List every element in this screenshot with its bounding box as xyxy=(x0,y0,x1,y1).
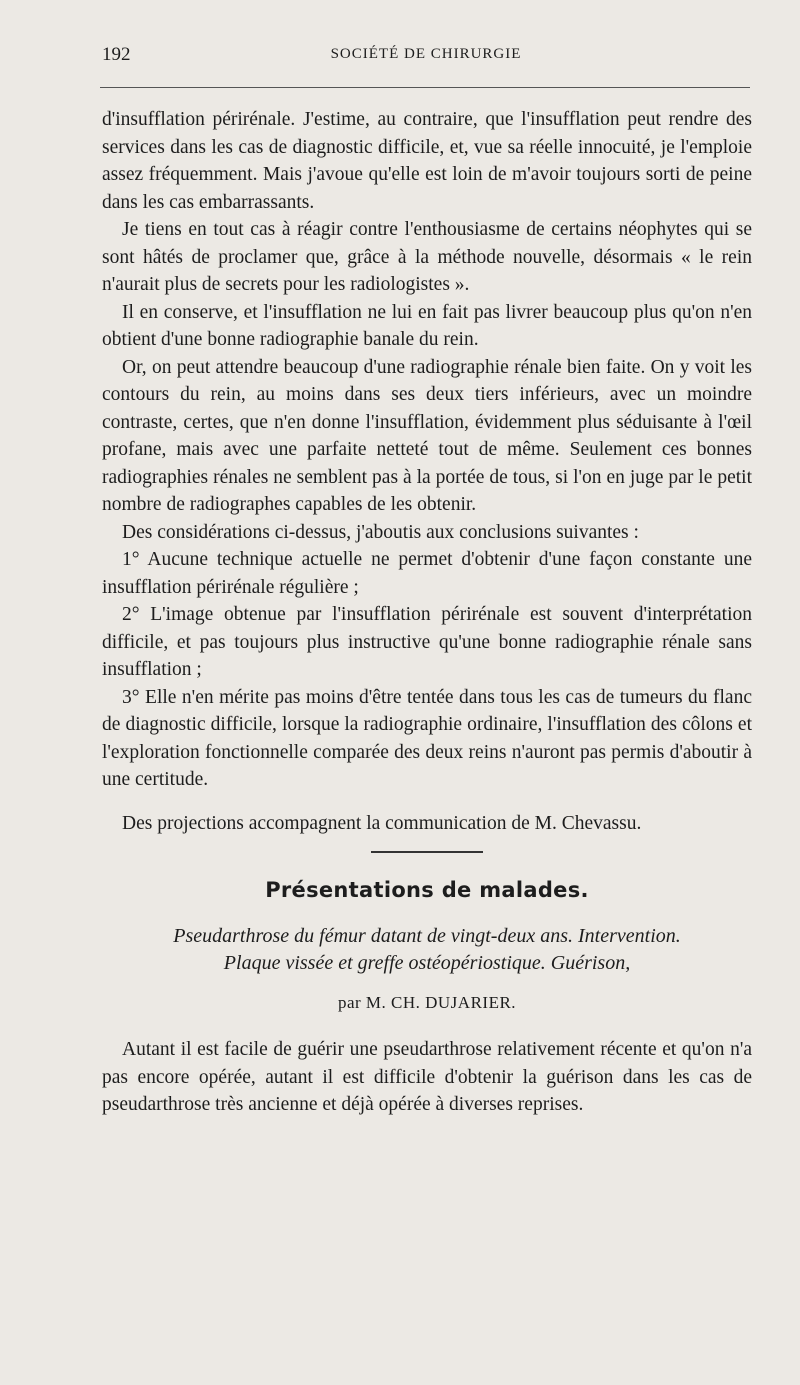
article-title-line: Pseudarthrose du fémur datant de vingt-deux ans. Intervention. xyxy=(173,924,681,947)
paragraph: Autant il est facile de guérir une pseudarthrose relativement récente et qu'on n'a pas encore opérée, autant il est difficile d'obtenir la guérison dans les cas de pseudarthrose très ancienne et déjà opérée à diverses reprises. xyxy=(102,1039,752,1115)
section-title: Présentations de malades. xyxy=(265,878,589,902)
document-body xyxy=(102,106,752,1119)
page-header xyxy=(102,44,750,74)
running-head: SOCIÉTÉ DE CHIRURGIE xyxy=(330,46,522,62)
conclusion-item: 2° L'image obtenue par l'insufflation périrénale est souvent d'interprétation difficile, et pas toujours plus instructive qu'une bonne radiographie rénale sans insufflation ; xyxy=(102,604,752,680)
paragraph: d'insufflation périrénale. J'estime, au contraire, que l'insufflation peut rendre des services dans les cas de diagnostic difficile, et, vue sa réelle innocuité, je l'emploie assez fréquemment. Mais j'avoue qu'elle est loin de m'avoir toujours sorti de peine dans les cas embarrassants. xyxy=(102,109,752,213)
article-author: par M. CH. DUJARIER. xyxy=(337,992,517,1012)
header-rule xyxy=(100,87,750,88)
section-divider xyxy=(371,851,483,853)
paragraph: Des considérations ci-dessus, j'aboutis aux conclusions suivantes : xyxy=(122,521,639,543)
paragraph: Je tiens en tout cas à réagir contre l'enthousiasme de certains néophytes qui se sont hâtés de proclamer que, grâce à la méthode nouvelle, désormais « le rein n'aurait plus de secrets pour les radiologistes ». xyxy=(102,219,752,295)
paragraph: Il en conserve, et l'insufflation ne lui en fait pas livrer beaucoup plus qu'on n'en obtient d'une bonne radiographie banale du rein. xyxy=(102,301,752,350)
closing-note: Des projections accompagnent la communication de M. Chevassu. xyxy=(122,812,642,834)
page-number: 192 xyxy=(102,44,131,65)
article-title-line: Plaque vissée et greffe ostéopériostique. Guérison, xyxy=(223,951,631,974)
conclusion-item: 1° Aucune technique actuelle ne permet d'obtenir d'une façon constante une insufflation périrénale régulière ; xyxy=(102,549,752,598)
conclusion-item: 3° Elle n'en mérite pas moins d'être tentée dans tous les cas de tumeurs du flanc de diagnostic difficile, lorsque la radiographie ordinaire, l'insufflation des côlons et l'exploration fonctionnelle comparée des deux reins n'auront pas permis d'aboutir à une certitude. xyxy=(102,686,752,790)
paragraph: Or, on peut attendre beaucoup d'une radiographie rénale bien faite. On y voit les contours du rein, au moins dans ses deux tiers inférieurs, avec un moindre contraste, certes, que n'en donne l'insufflation, évidemment plus séduisante à l'œil profane, mais avec une parfaite netteté tout de même. Seulement ces bonnes radiographies rénales ne semblent pas à la portée de tous, si l'on en juge par le petit nombre de radiographes capables de les obtenir. xyxy=(102,356,752,515)
